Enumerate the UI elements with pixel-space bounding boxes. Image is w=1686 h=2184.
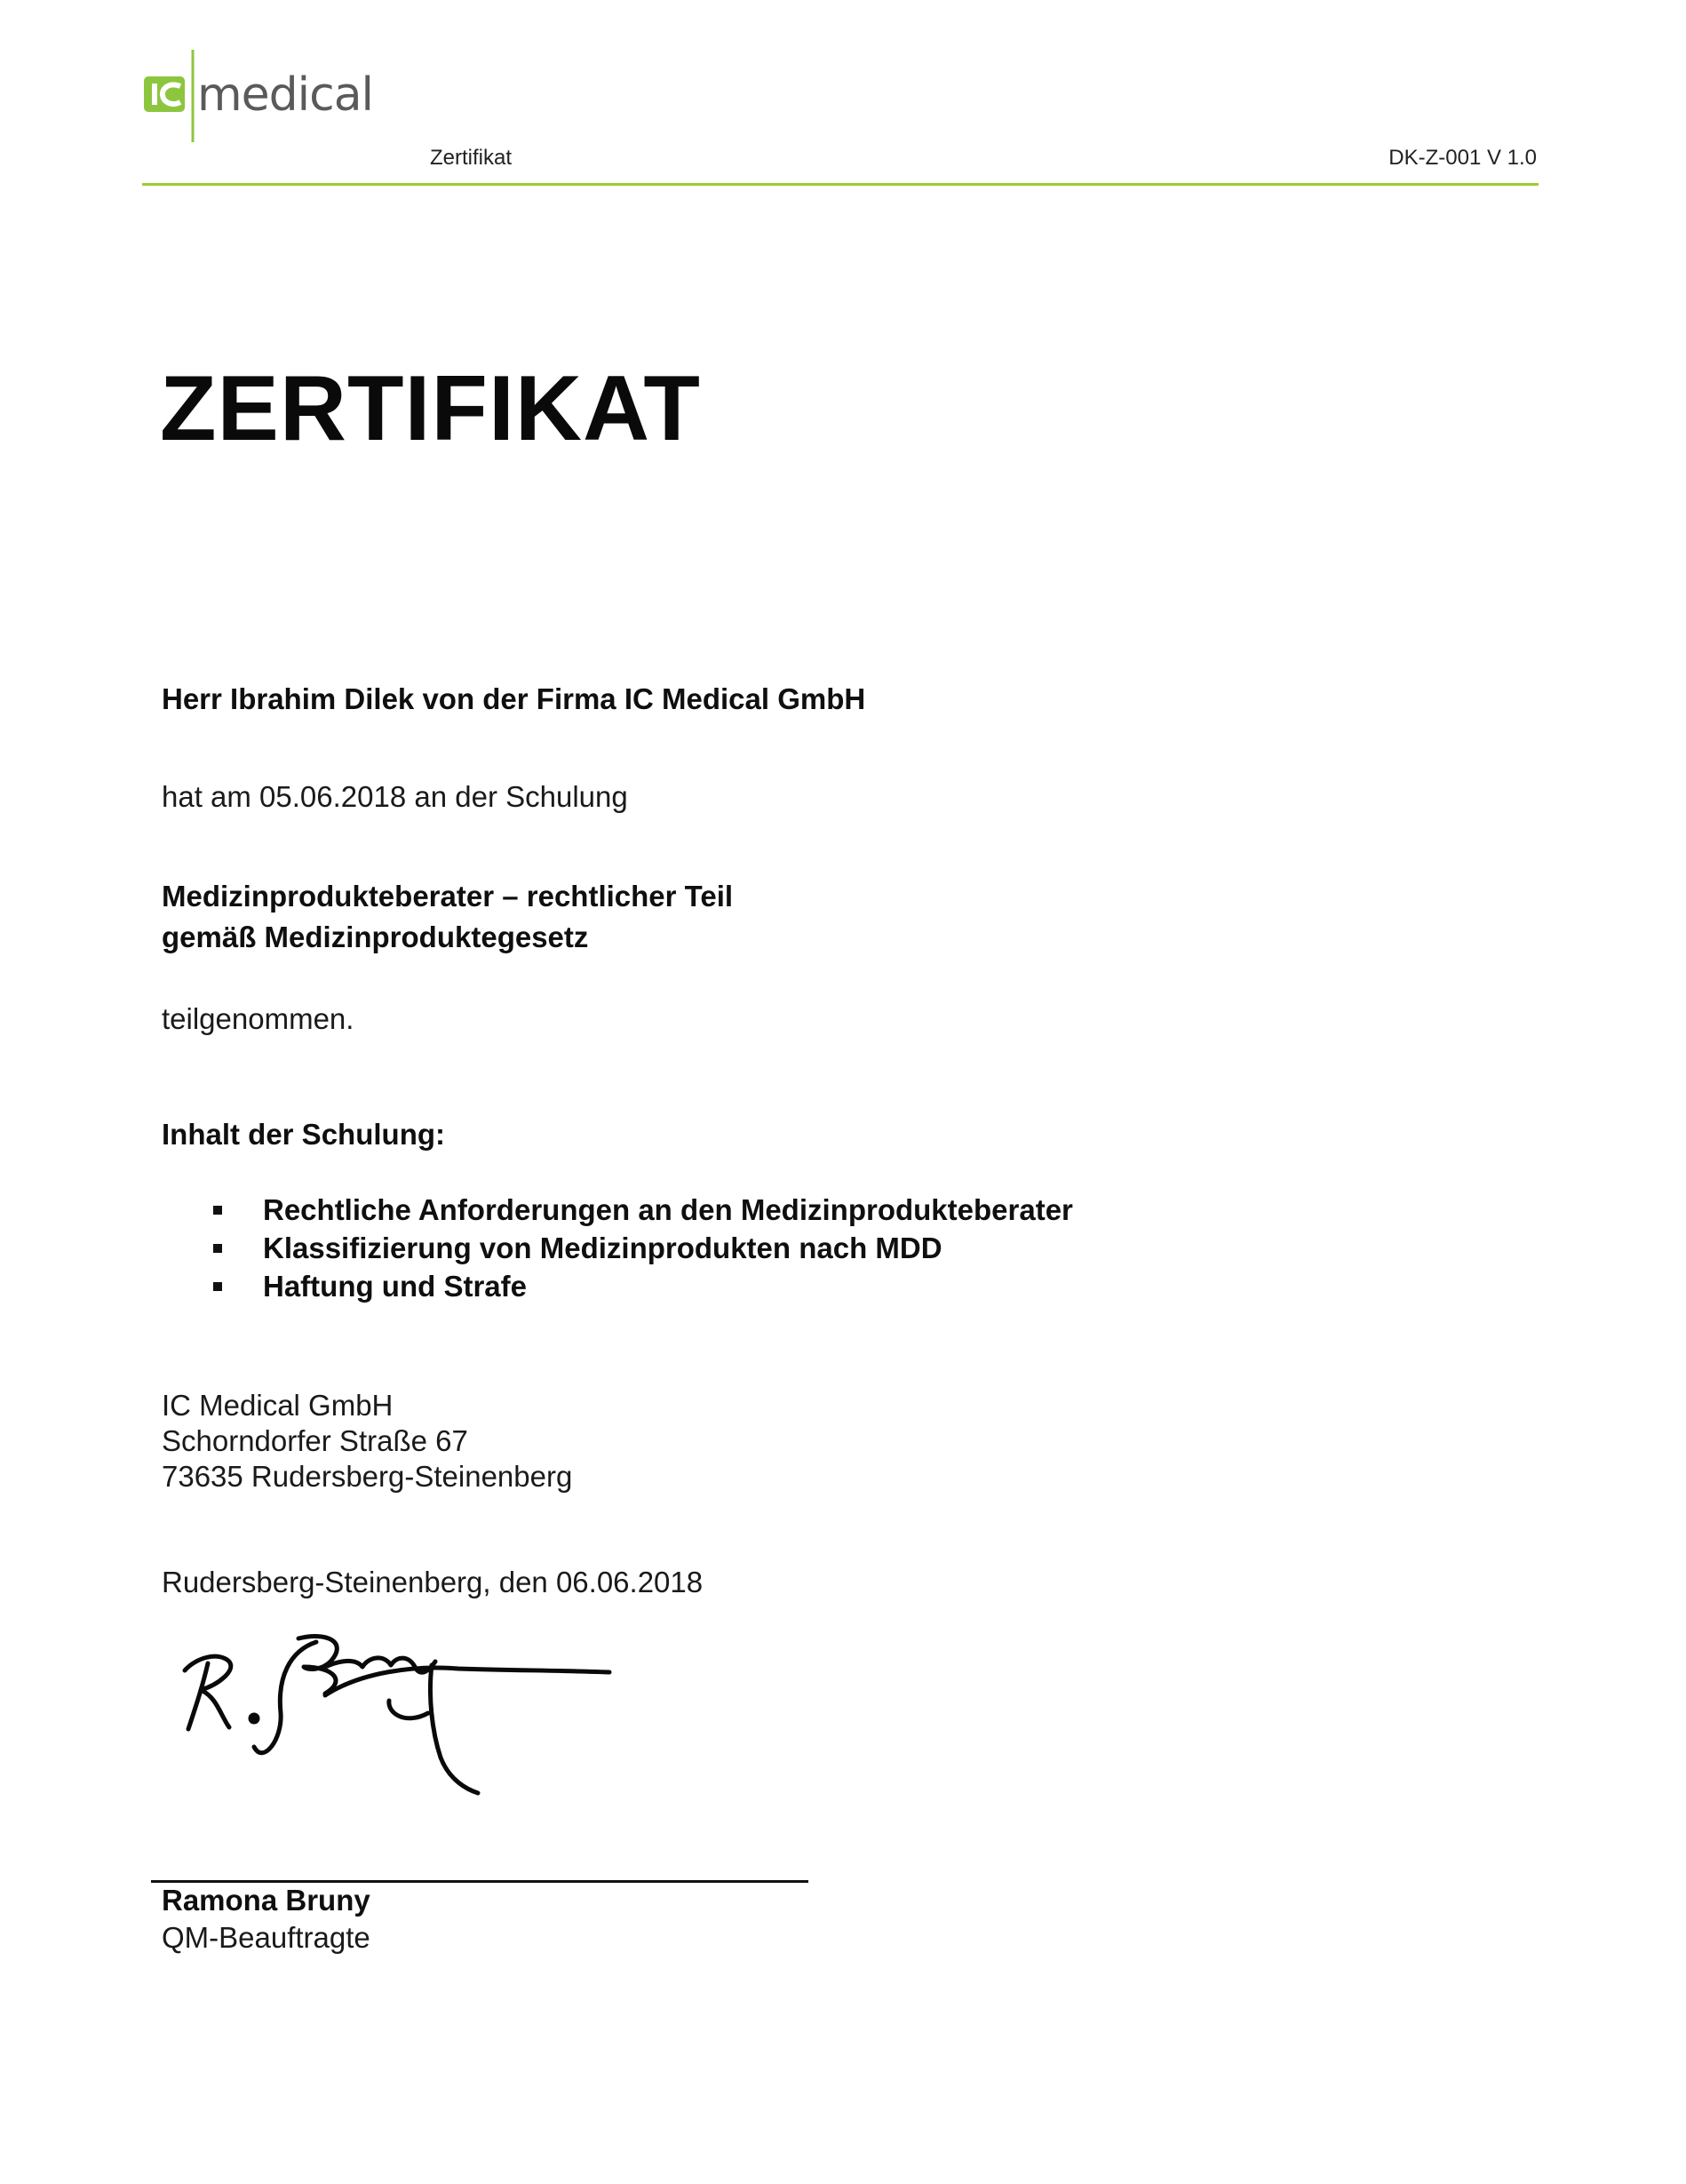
participated-text: teilgenommen. (162, 1002, 354, 1035)
list-item-text: Klassifizierung von Medizinprodukten nach MDD (263, 1231, 942, 1264)
address-company: IC Medical GmbH (162, 1389, 394, 1422)
course-title-line-1: Medizinprodukteberater – rechtlicher Teil (162, 880, 734, 913)
header-document-code: DK-Z-001 V 1.0 (1388, 146, 1537, 170)
list-item-text: Rechtliche Anforderungen an den Medizinprodukteberater (263, 1193, 1073, 1226)
content-list (210, 1191, 1073, 1305)
signer-role: QM-Beauftragte (162, 1921, 370, 1954)
recipient-line: Herr Ibrahim Dilek von der Firma IC Medical GmbH (162, 682, 866, 715)
header-divider (142, 183, 1539, 186)
ic-medical-logo (142, 46, 435, 144)
course-title (162, 876, 733, 958)
address-street: Schorndorfer Straße 67 (162, 1424, 468, 1457)
handwritten-signature (165, 1615, 627, 1811)
bullet-icon (213, 1282, 222, 1291)
signer-name: Ramona Bruny (162, 1884, 370, 1917)
list-item (210, 1267, 1073, 1305)
content-heading: Inhalt der Schulung: (162, 1118, 445, 1151)
address-city: 73635 Rudersberg-Steinenberg (162, 1460, 573, 1493)
bullet-icon (213, 1206, 222, 1215)
header-document-type: Zertifikat (430, 146, 513, 170)
bullet-icon (213, 1244, 222, 1253)
training-date-line: hat am 05.06.2018 an der Schulung (162, 780, 628, 813)
list-item-text: Haftung und Strafe (263, 1270, 527, 1303)
list-item (210, 1229, 1073, 1267)
course-title-line-2: gemäß Medizinproduktegesetz (162, 921, 589, 953)
svg-text:medical: medical (197, 68, 374, 122)
certificate-title: ZERTIFIKAT (160, 357, 701, 460)
list-item (210, 1191, 1073, 1229)
company-address (162, 1388, 572, 1495)
place-and-date: Rudersberg-Steinenberg, den 06.06.2018 (162, 1566, 704, 1598)
signer-block (162, 1882, 370, 1957)
